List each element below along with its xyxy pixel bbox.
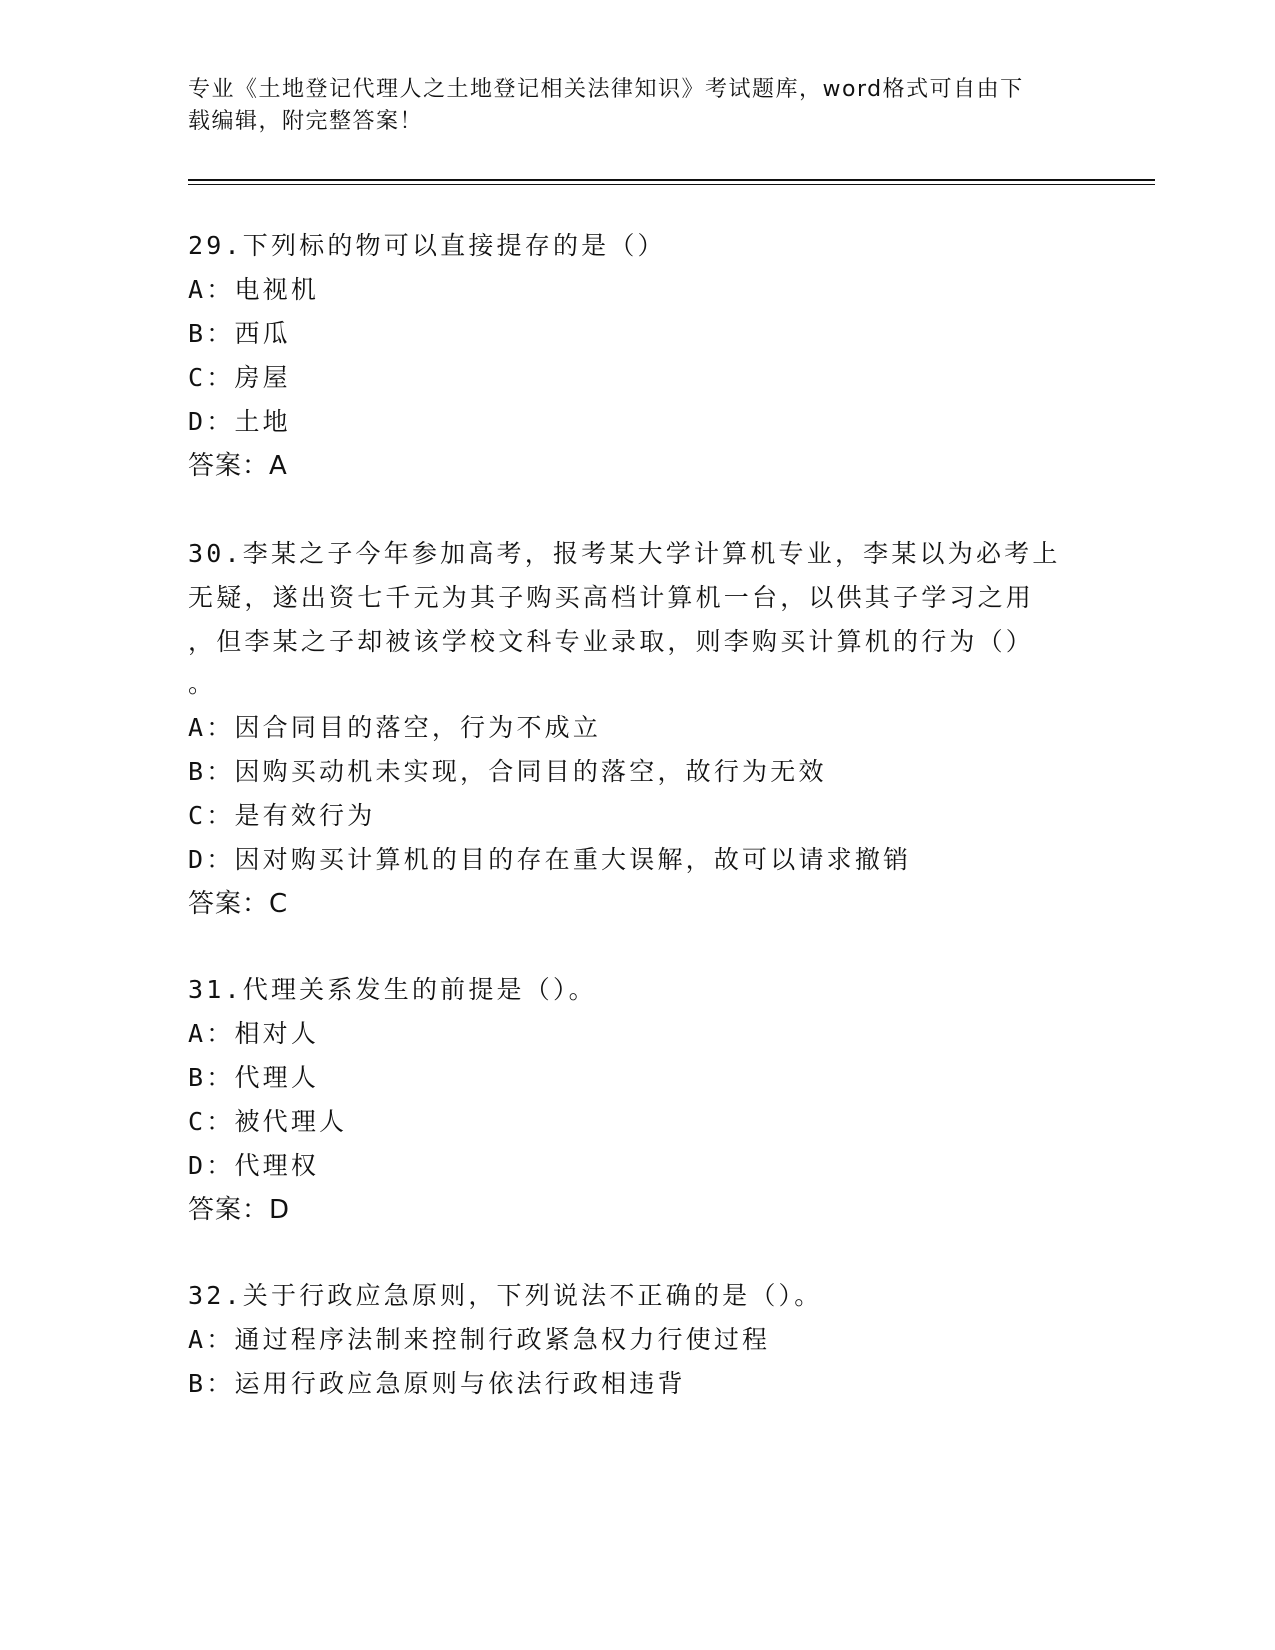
question-30-option-a: A：因合同目的落空，行为不成立 [188, 713, 602, 742]
question-32-option-a: A：通过程序法制来控制行政紧急权力行使过程 [188, 1325, 771, 1354]
question-32-option-b: B：运用行政应急原则与依法行政相违背 [188, 1369, 686, 1398]
header-line-2: 载编辑，附完整答案！ [188, 109, 424, 134]
question-29-option-a: A：电视机 [188, 275, 320, 304]
question-30-option-b: B：因购买动机未实现，合同目的落空，故行为无效 [188, 757, 827, 786]
question-31-option-b: B：代理人 [188, 1063, 320, 1092]
question-30-stem-line-4: 。 [188, 669, 217, 698]
header-divider-bottom [188, 184, 1155, 185]
question-30-option-d: D：因对购买计算机的目的存在重大误解，故可以请求撤销 [188, 845, 912, 874]
question-31-stem: 31.代理关系发生的前提是（）。 [188, 975, 597, 1004]
question-30-option-c: C：是有效行为 [188, 801, 376, 830]
question-30-stem-line-2: 无疑，遂出资七千元为其子购买高档计算机一台，以供其子学习之用 [188, 583, 1035, 612]
question-31-option-c: C：被代理人 [188, 1107, 348, 1136]
question-29-option-c: C：房屋 [188, 363, 291, 392]
question-29-option-b: B：西瓜 [188, 319, 291, 348]
header-divider-top [188, 179, 1155, 181]
question-31-option-d: D：代理权 [188, 1151, 320, 1180]
question-29-stem: 29.下列标的物可以直接提存的是（） [188, 231, 666, 260]
question-29-answer: 答案：A [188, 451, 288, 481]
document-header [188, 74, 1078, 138]
question-30-answer: 答案：C [188, 889, 289, 919]
question-31-option-a: A：相对人 [188, 1019, 320, 1048]
question-31-answer: 答案：D [188, 1195, 291, 1225]
question-29-option-d: D：土地 [188, 407, 291, 436]
question-30-stem-line-1: 30.李某之子今年参加高考，报考某大学计算机专业，李某以为必考上 [188, 539, 1061, 568]
header-line-1: 专业《土地登记代理人之土地登记相关法律知识》考试题库，word格式可自由下 [188, 77, 1024, 102]
question-30-stem-line-3: ，但李某之子却被该学校文科专业录取，则李购买计算机的行为（） [188, 627, 1035, 656]
question-32-stem: 32.关于行政应急原则，下列说法不正确的是（）。 [188, 1281, 823, 1310]
